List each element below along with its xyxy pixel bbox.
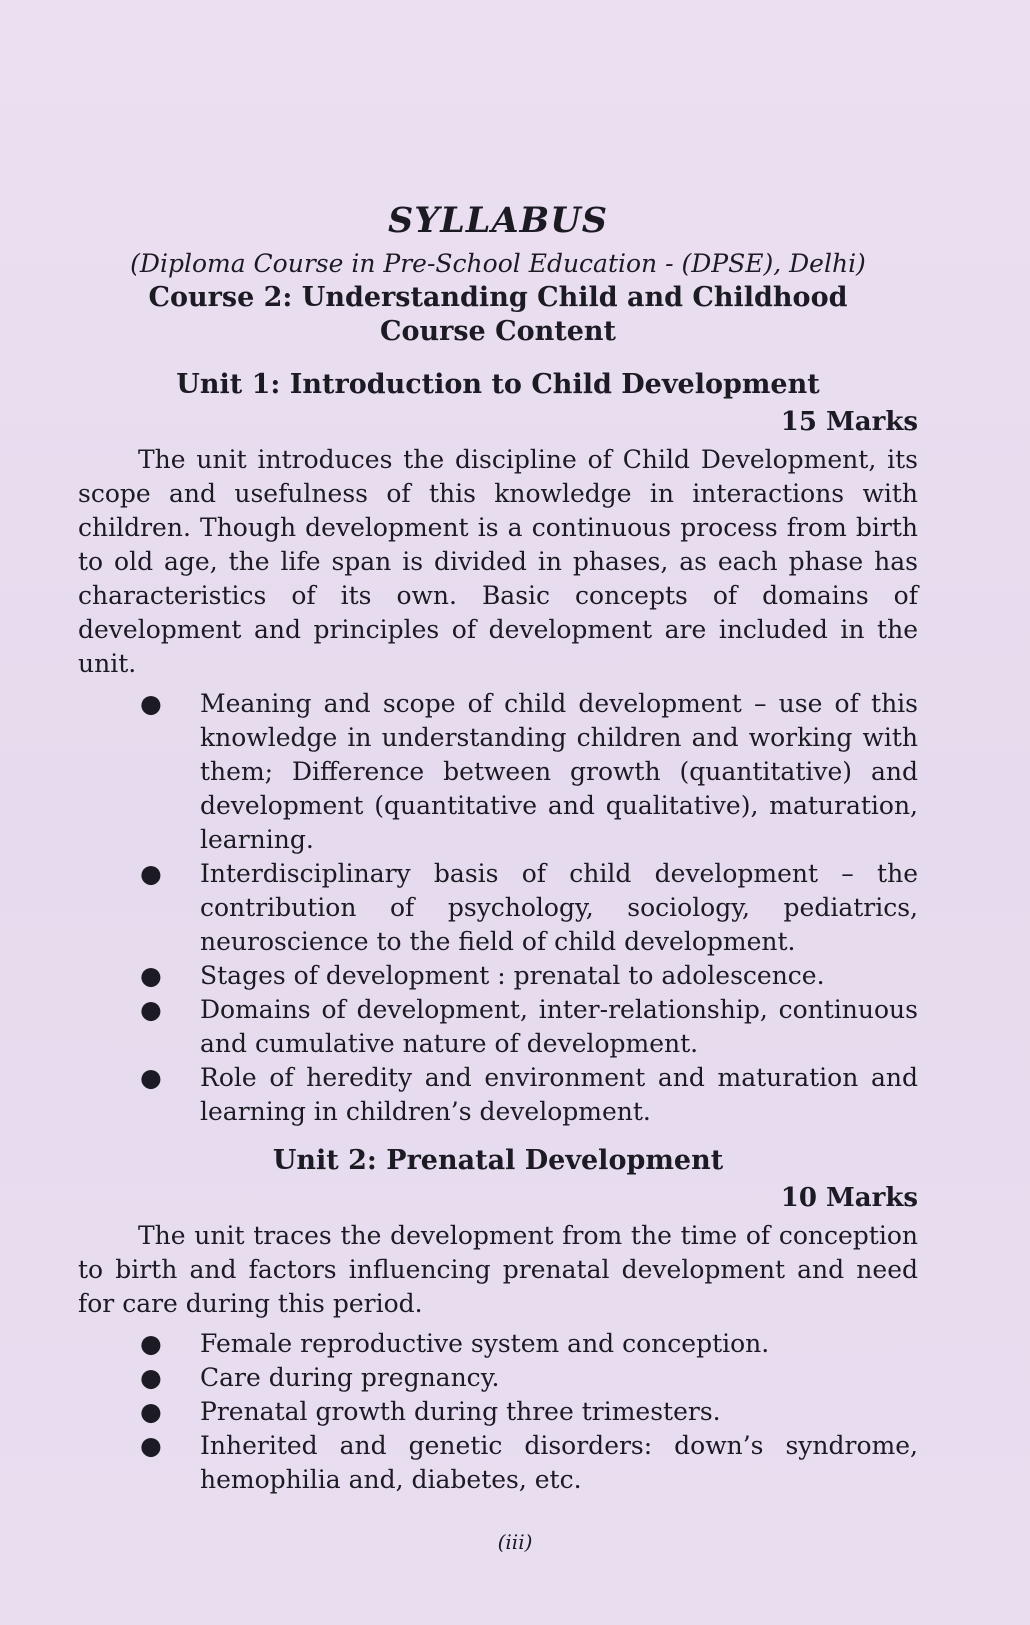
bullet-icon: ● bbox=[140, 1063, 162, 1092]
list-item bbox=[78, 687, 918, 857]
unit-heading: Unit 2: Prenatal Development bbox=[272, 1145, 724, 1176]
unit-intro: The unit introduces the discipline of Child Development, its scope and usefulness of this knowledge in interactions with children. Though development is a continuous process from birth to old age, the life span is divided in phases, as each phase has characteristics of its own. Basic concepts of domains of development and principles of development are included in the unit. bbox=[78, 445, 918, 678]
list-item bbox=[78, 857, 918, 959]
bullet-icon: ● bbox=[140, 689, 162, 718]
unit-marks: 15 Marks bbox=[780, 407, 918, 437]
list-item bbox=[78, 993, 918, 1061]
list-item bbox=[78, 1395, 918, 1429]
list-item bbox=[78, 1361, 918, 1395]
list-item-text: Prenatal growth during three trimesters. bbox=[200, 1397, 721, 1426]
unit-topic-list bbox=[78, 1327, 918, 1497]
unit-1-section bbox=[78, 367, 918, 1129]
list-item bbox=[78, 1429, 918, 1497]
unit-2-section bbox=[78, 1143, 918, 1497]
bullet-icon: ● bbox=[140, 1329, 162, 1358]
list-item-text: Female reproductive system and conception. bbox=[200, 1329, 770, 1358]
list-item-text: Domains of development, inter-relationship, continuous and cumulative nature of development. bbox=[200, 995, 918, 1058]
page-title: SYLLABUS bbox=[387, 200, 609, 241]
bullet-icon: ● bbox=[140, 995, 162, 1024]
list-item bbox=[78, 959, 918, 993]
bullet-icon: ● bbox=[140, 961, 162, 990]
list-item-text: Role of heredity and environment and maturation and learning in children’s development. bbox=[200, 1063, 918, 1126]
unit-heading: Unit 1: Introduction to Child Development bbox=[176, 369, 820, 400]
list-item-text: Inherited and genetic disorders: down’s syndrome, hemophilia and, diabetes, etc. bbox=[200, 1431, 918, 1494]
list-item-text: Meaning and scope of child development – use of this knowledge in understanding children and working with them; Difference between growth (quantitative) and development (quantitative and qualitative), maturation, learning. bbox=[200, 689, 918, 854]
course-content-heading: Course Content bbox=[379, 316, 616, 347]
bullet-icon: ● bbox=[140, 859, 162, 888]
bullet-icon: ● bbox=[140, 1397, 162, 1426]
bullet-icon: ● bbox=[140, 1431, 162, 1460]
page-number: (iii) bbox=[497, 1530, 533, 1554]
unit-marks: 10 Marks bbox=[780, 1183, 918, 1213]
unit-topic-list bbox=[78, 687, 918, 1129]
bullet-icon: ● bbox=[140, 1363, 162, 1392]
course-subtitle: (Diploma Course in Pre-School Education - (DPSE), Delhi) bbox=[130, 249, 866, 278]
list-item-text: Care during pregnancy. bbox=[200, 1363, 500, 1392]
unit-intro: The unit traces the development from the time of conception to birth and factors influencing prenatal development and need for care during this period. bbox=[78, 1221, 918, 1318]
course-title: Course 2: Understanding Child and Childhood bbox=[148, 282, 848, 313]
list-item-text: Stages of development : prenatal to adolescence. bbox=[200, 961, 825, 990]
list-item-text: Interdisciplinary basis of child development – the contribution of psychology, sociology, pediatrics, neuroscience to the field of child development. bbox=[200, 859, 918, 956]
list-item bbox=[78, 1327, 918, 1361]
list-item bbox=[78, 1061, 918, 1129]
